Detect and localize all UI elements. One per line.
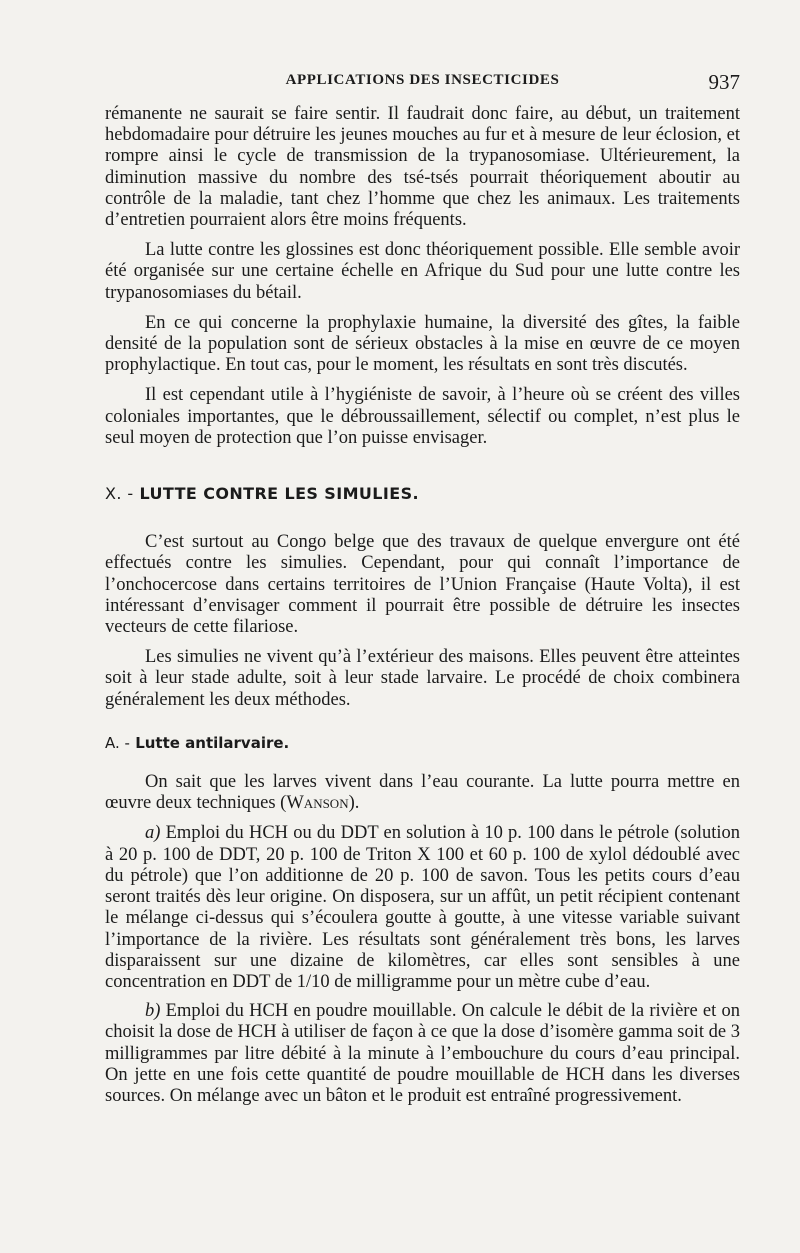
paragraph: La lutte contre les glossines est donc théoriquement possible. Elle semble avoir été organisée sur une certaine échelle en Afrique du Sud pour une lutte contre les trypanosomiases du bétail. bbox=[105, 240, 740, 303]
body-text bbox=[105, 104, 740, 1115]
section-title: LUTTE CONTRE LES SIMULIES. bbox=[139, 484, 419, 504]
paragraph: Les simulies ne vivent qu’à l’extérieur des maisons. Elles peuvent être atteintes soit à leur stade adulte, soit à leur stade larvaire. Le procédé de choix combinera généralement les deux méthodes. bbox=[105, 647, 740, 710]
subsection-heading bbox=[105, 733, 740, 754]
running-title: APPLICATIONS DES INSECTICIDES bbox=[285, 72, 560, 88]
subsection-title: Lutte antilarvaire. bbox=[135, 733, 290, 752]
paragraph-continued: rémanente ne saurait se faire sentir. Il faudrait donc faire, au début, un traitement hebdomadaire pour détruire les jeunes mouches au fur et à mesure de leur éclosion, et rompre ainsi le cycle de transmission de la trypanosomiase. Ultérieurement, la diminution massive du nombre des tsé-tsés pourrait théoriquement aboutir au contrôle de la maladie, tant chez l’homme que chez les animaux. Les traitements d’entretien pourraient alors être moins fréquents. bbox=[105, 104, 740, 231]
page-number: 937 bbox=[708, 70, 740, 94]
page-header bbox=[105, 70, 740, 96]
paragraph: C’est surtout au Congo belge que des travaux de quelque envergure ont été effectués contre les simulies. Cependant, pour qui connaît l’importance de l’onchocercose dans certains territoires de l’Union Française (Haute Volta), il est intéressant d’envisager comment il pourrait être possible de détruire les insectes vecteurs de cette filariose. bbox=[105, 532, 740, 638]
paragraph bbox=[105, 772, 740, 814]
item-label: a) bbox=[145, 823, 161, 844]
intro-text: On sait que les larves vivent dans l’eau courante. La lutte pourra mettre en œuvre deux techniques ( bbox=[105, 772, 740, 814]
list-item bbox=[105, 823, 740, 993]
intro-end: ). bbox=[348, 793, 360, 814]
subsection-number: A. - bbox=[105, 733, 130, 752]
paragraph: Il est cependant utile à l’hygiéniste de savoir, à l’heure où se créent des villes coloniales importantes, que le débroussaillement, sélectif ou complet, n’est plus le seul moyen de protection que l’on puisse envisager. bbox=[105, 385, 740, 448]
section-heading bbox=[105, 483, 740, 504]
author-name: Wanson bbox=[286, 793, 349, 814]
item-text: Emploi du HCH en poudre mouillable. On calcule le débit de la rivière et on choisit la dose de HCH à utiliser de façon à ce que la dose d’isomère gamma soit de 3 milligrammes par litre débité à la minute à l’embouchure du cours d’eau principal. On jette en une fois cette quantité de poudre mouillable de HCH dans les diverses sources. On mélange avec un bâton et le produit est entraîné progressivement. bbox=[105, 1001, 741, 1106]
item-text: Emploi du HCH ou du DDT en solution à 10 p. 100 dans le pétrole (solution à 20 p. 100 de DDT, 20 p. 100 de Triton X 100 et 60 p. 100 de xylol dédoublé avec du pétrole) que l’on additionne de 20 p. 100 de savon. Tous les petits cours d’eau seront traités dès leur origine. On disposera, sur un affût, un petit récipient contenant le mélange ci-dessus qui s’écoulera goutte à goutte, à une vitesse variable suivant l’importance de la rivière. Les résultats sont généralement très bons, les larves disparaissent sur une dizaine de kilomètres, car elles sont sensibles à une concentration en DDT de 1/10 de milligramme pour un mètre cube d’eau. bbox=[105, 823, 741, 992]
item-label: b) bbox=[145, 1001, 161, 1022]
list-item bbox=[105, 1001, 740, 1107]
section-number: X. - bbox=[105, 484, 134, 504]
paragraph: En ce qui concerne la prophylaxie humaine, la diversité des gîtes, la faible densité de la population sont de sérieux obstacles à la mise en œuvre de ce moyen prophylactique. En tout cas, pour le moment, les résultats en sont très discutés. bbox=[105, 312, 740, 376]
